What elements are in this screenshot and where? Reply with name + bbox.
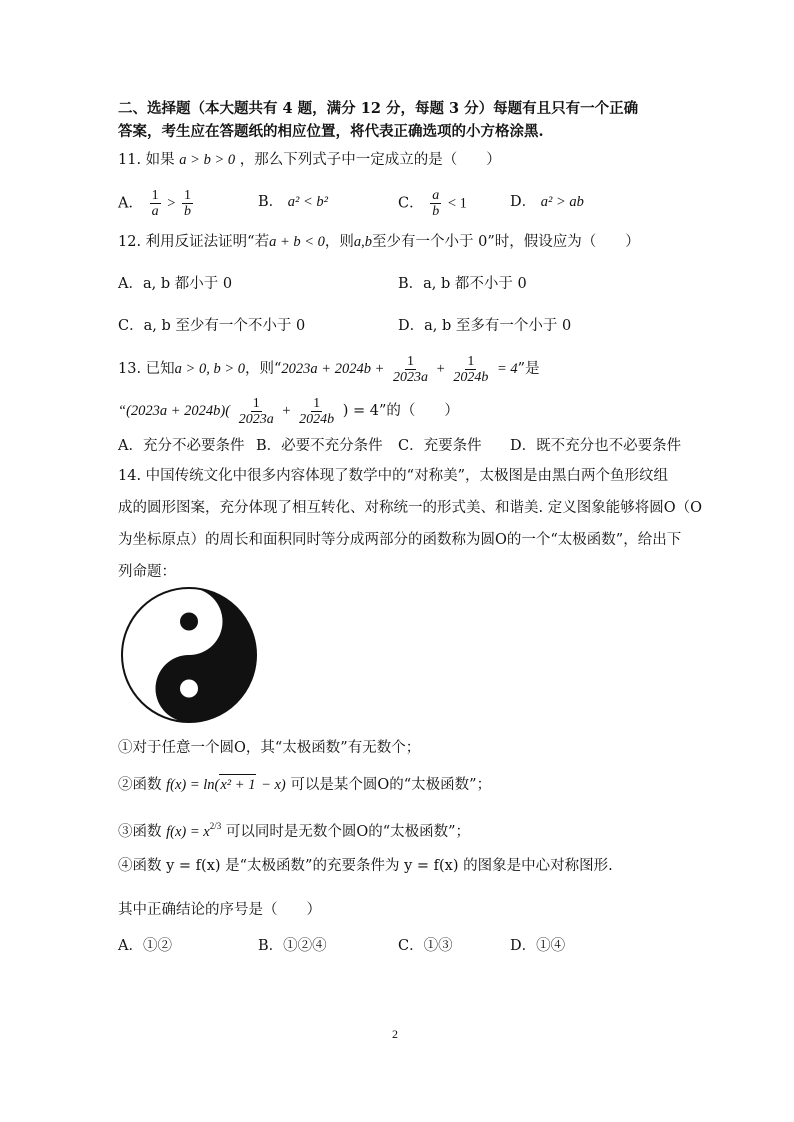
q13-option-d[interactable]: D．既不充分也不必要条件 [510, 438, 682, 454]
q13-stem-line1: 13. 已知a > 0, b > 0，则“2023a + 2024b + $\frac{1}{2023a}$ + $\frac{1}{2024b}$ = 4”是 [118, 353, 540, 385]
q11-option-d[interactable]: D． a² > ab [510, 194, 584, 210]
section-heading-line2: 答案，考生应在答题纸的相应位置，将代表正确选项的小方格涂黑. [118, 123, 544, 140]
q12-option-d[interactable]: D．a, b 至多有一个小于 0 [398, 318, 572, 334]
q13-stem-line2: “(2023a + 2024b)( $\frac{1}{2023a}$ + $\frac{1}{2024b}$ ) = 4”的（ ） [118, 395, 459, 427]
q14-proposition-3: ③函数 $f(x) = x^{2/3}$ 可以同时是无数个圆O的“太极函数”； [118, 821, 471, 840]
q12-stem: 12. 利用反证法证明“若a + b < 0，则a,b至少有一个小于 0”时，假设应为（ ） [118, 234, 640, 250]
q14-option-c[interactable]: C．①③ [398, 938, 453, 954]
section-heading-line1: 二、选择题（本大题共有 4 题，满分 12 分，每题 3 分）每题有且只有一个正确 [118, 100, 639, 117]
q14-line2: 成的圆形图案，充分体现了相互转化、对称统一的形式美、和谐美. 定义图象能够将圆O（O [118, 500, 702, 516]
q14-ask: 其中正确结论的序号是（ ） [118, 902, 321, 918]
q12-option-b[interactable]: B．a, b 都不小于 0 [398, 276, 527, 292]
q13-option-b[interactable]: B．必要不充分条件 [256, 438, 383, 454]
taiji-white-dot [180, 680, 198, 698]
q12-option-a[interactable]: A．a, b 都小于 0 [118, 276, 233, 292]
q14-line4: 列命题： [118, 564, 176, 580]
q14-proposition-4: ④函数 y = f(x) 是“太极函数”的充要条件为 y = f(x) 的图象是中心对称图形. [118, 858, 613, 874]
q11-option-b[interactable]: B． a² < b² [258, 194, 328, 210]
q14-line3: 为坐标原点）的周长和面积同时等分成两部分的函数称为圆O的一个“太极函数”，给出下 [118, 532, 682, 548]
taiji-diagram [120, 586, 258, 724]
q13-option-c[interactable]: C．充要条件 [398, 438, 482, 454]
q14-proposition-1: ①对于任意一个圆O，其“太极函数”有无数个； [118, 740, 421, 756]
q14-option-d[interactable]: D．①④ [510, 938, 566, 954]
q11-stem: 11. 如果 a > b > 0 ，那么下列式子中一定成立的是（ ） [118, 152, 501, 168]
taiji-black-dot [180, 613, 198, 631]
q11-option-a[interactable]: A． $\frac{1}{a}$ > $\frac{1}{b}$ [118, 188, 191, 219]
q14-proposition-2: ②函数 f(x) = ln(x² + 1 − x) 可以是某个圆O的“太极函数”； [118, 774, 491, 795]
q11-option-c[interactable]: C． $\frac{a}{b}$ < 1 [398, 188, 467, 219]
q12-option-c[interactable]: C．a, b 至少有一个不小于 0 [118, 318, 306, 334]
page-number: 2 [392, 1027, 398, 1041]
q14-option-a[interactable]: A．①② [118, 938, 172, 954]
q14-line1: 14. 中国传统文化中很多内容体现了数学中的“对称美”，太极图是由黑白两个鱼形纹组 [118, 468, 668, 484]
q13-option-a[interactable]: A．充分不必要条件 [118, 438, 245, 454]
q14-option-b[interactable]: B．①②④ [258, 938, 327, 954]
